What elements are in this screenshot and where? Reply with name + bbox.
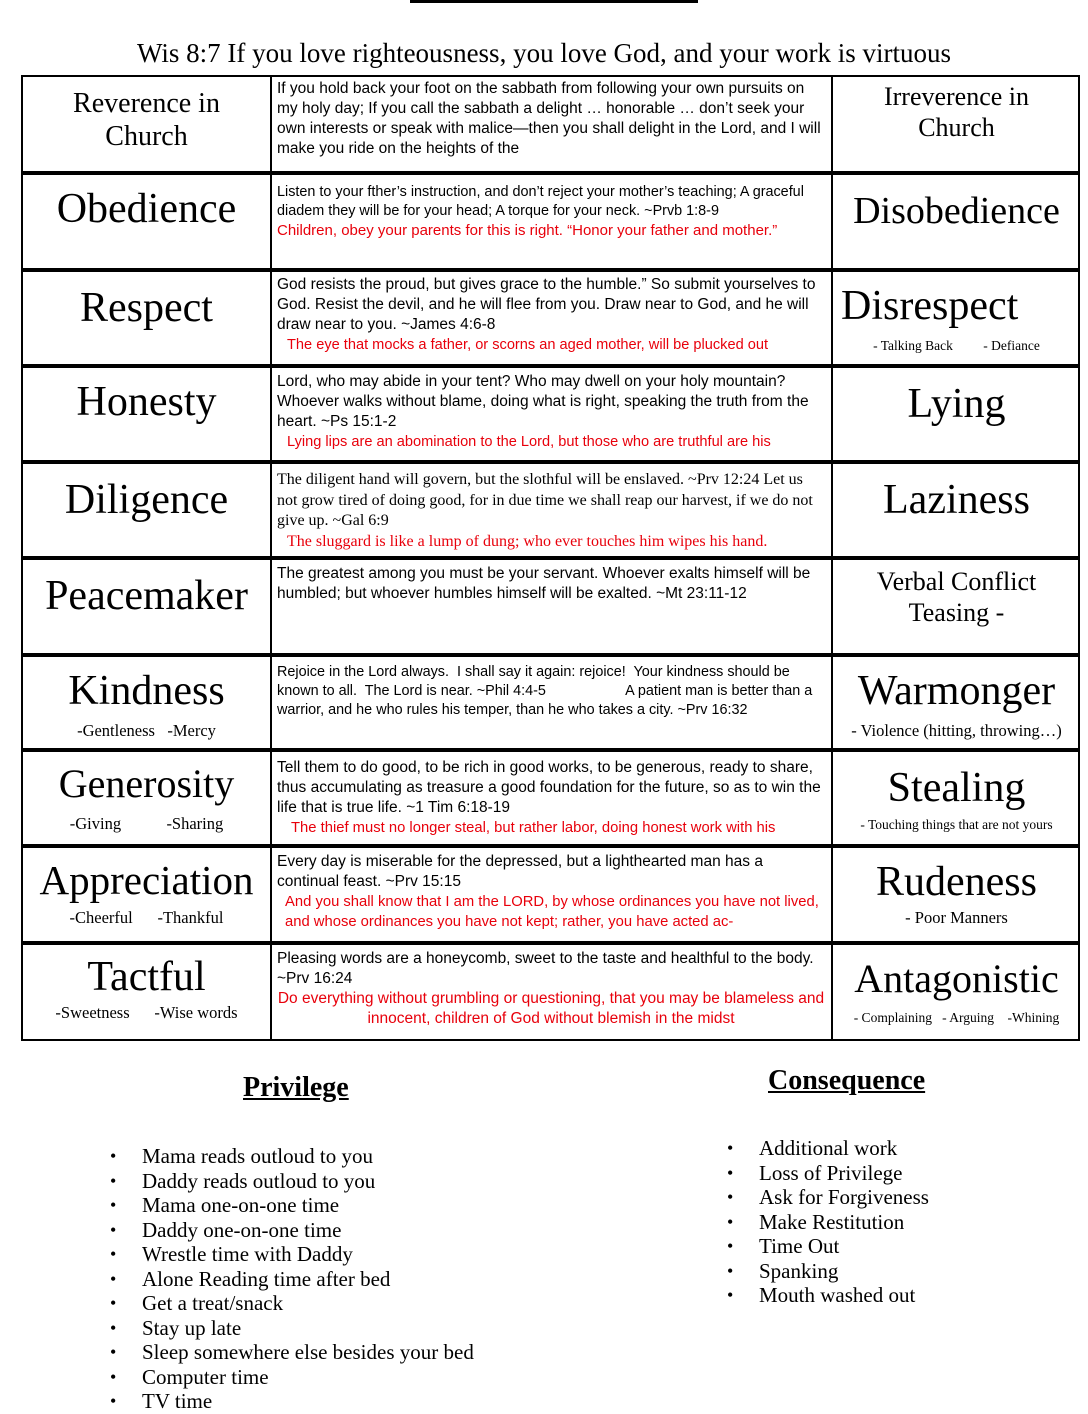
vice-cell (835, 945, 1078, 1039)
scripture-text: Every day is miserable for the depressed, but a lighthearted man has a continual feast. ~Prv 15:15 (277, 853, 763, 890)
scripture-cell (274, 752, 829, 844)
scripture-cell (274, 175, 829, 268)
vice-label: Laziness (883, 477, 1030, 523)
chart-row-diligence (21, 462, 1080, 558)
vice-cell (835, 464, 1078, 556)
verse-header: Wis 8:7 If you love righteousness, you love God, and your work is virtuous (136, 38, 952, 68)
chart-row-reverence (21, 75, 1080, 173)
list-item: • Spanking (727, 1259, 929, 1284)
scripture-warning-text: The sluggard is like a lump of dung; who ever touches him wipes his hand. (287, 532, 768, 550)
chart-row-peacemaker (21, 558, 1080, 655)
scripture-text: Lord, who may abide in your tent? Who may dwell on your holy mountain? Whoever walks without blame, doing what is right, speaking the truth from the heart. ~Ps 15:1-2 (277, 373, 809, 430)
virtue-vice-chart (21, 75, 1080, 1041)
scripture-text: The diligent hand will govern, but the slothful will be enslaved. ~Prv 12:24 Let us not grow tired of doing good, for in due time we shall reap our harvest, if we do not give up. ~Gal 6:9 (277, 471, 813, 529)
virtue-cell (23, 657, 270, 748)
vice-sub-label: - Poor Manners (905, 908, 1008, 927)
virtue-cell (23, 464, 270, 556)
list-item: • Alone Reading time after bed (110, 1267, 474, 1292)
list-item: • Additional work (727, 1136, 929, 1161)
scripture-warning-text: And you shall know that I am the LORD, by whose ordinances you have not lived, and whose ordinances you have not kept; rather, you have acted ac- (285, 894, 819, 930)
scripture-warning-text: The eye that mocks a father, or scorns an aged mother, will be plucked out (287, 337, 769, 353)
list-item: • Ask for Forgiveness (727, 1185, 929, 1210)
virtue-cell (23, 848, 270, 941)
virtue-sub-label: -Giving -Sharing (69, 814, 224, 833)
list-item: • Mama one-on-one time (110, 1193, 474, 1218)
scripture-text: God resists the proud, but gives grace to the humble.” So submit yourselves to God. Resist the devil, and he will flee from you. Draw near to God, and he will draw near to you. ~James 4:6-8 (277, 276, 816, 333)
scripture-cell (274, 945, 829, 1039)
virtue-cell (23, 77, 270, 171)
chart-row-honesty (21, 366, 1080, 462)
list-item: • Stay up late (110, 1316, 474, 1341)
virtue-label: Respect (80, 285, 213, 331)
virtue-label: Generosity (58, 761, 235, 806)
list-item: • Daddy reads outloud to you (110, 1169, 474, 1194)
scripture-warning-text: Do everything without grumbling or questioning, that you may be blameless and innocent, children of God without blemish in the midst (277, 990, 825, 1027)
privilege-heading: Privilege (243, 1072, 349, 1103)
vice-cell (835, 368, 1078, 460)
virtue-label: Obedience (56, 186, 237, 232)
vice-label: Irreverence in Church (883, 82, 1030, 142)
vice-label: Rudeness (876, 859, 1037, 905)
vice-cell (835, 657, 1078, 748)
list-item: • Get a treat/snack (110, 1291, 474, 1316)
scripture-warning-text: Children, obey your parents for this is right. “Honor your father and mother.” (277, 222, 778, 239)
virtue-cell (23, 752, 270, 844)
list-item: • Computer time (110, 1365, 474, 1390)
list-item: • Time Out (727, 1234, 929, 1259)
privilege-list (110, 1144, 474, 1414)
vice-cell (835, 77, 1078, 171)
virtue-label: Reverence in Church (73, 88, 220, 152)
vice-label: Lying (907, 381, 1006, 427)
virtue-label: Honesty (76, 379, 217, 425)
vice-label: Disrespect (841, 283, 1019, 329)
vice-label: Verbal Conflict Teasing - (876, 567, 1037, 627)
virtue-sub-label: -Gentleness -Mercy (77, 721, 216, 740)
scripture-warning-text: The thief must no longer steal, but rather labor, doing honest work with his (291, 820, 776, 836)
list-item: • Daddy one-on-one time (110, 1218, 474, 1243)
vice-sub-label: - Violence (hitting, throwing…) (851, 721, 1062, 740)
vice-cell (835, 175, 1078, 268)
virtue-sub-label: -Cheerful -Thankful (69, 908, 224, 927)
list-item: • Wrestle time with Daddy (110, 1242, 474, 1267)
vice-label: Disobedience (853, 190, 1060, 232)
scripture-cell (274, 657, 829, 748)
scripture-text: Tell them to do good, to be rich in good works, to be generous, ready to share, thus accumulating as treasure a good foundation for the future, so as to win the life that is true life. ~1 Tim 6:18-19 (277, 759, 821, 816)
vice-cell (835, 848, 1078, 941)
vice-label: Warmonger (857, 668, 1056, 714)
consequence-list (727, 1136, 929, 1308)
virtue-label: Diligence (64, 477, 229, 523)
scripture-text: Pleasing words are a honeycomb, sweet to the taste and healthful to the body. ~Prv 16:24 (277, 950, 814, 987)
scripture-text: The greatest among you must be your servant. Whoever exalts himself will be humbled; but whoever humbles himself will be exalted. ~Mt 23:11-12 (277, 565, 811, 602)
scripture-cell (274, 368, 829, 460)
vice-sub-label: - Talking Back - Defiance (873, 338, 1040, 353)
list-item: • TV time (110, 1389, 474, 1414)
chart-row-tactful (21, 943, 1080, 1041)
list-item: • Mouth washed out (727, 1283, 929, 1308)
chart-row-respect (21, 270, 1080, 366)
vice-cell (835, 272, 1078, 364)
list-item: • Sleep somewhere else besides your bed (110, 1340, 474, 1365)
chart-row-kindness (21, 655, 1080, 750)
scripture-cell (274, 272, 829, 364)
virtue-label: Tactful (87, 954, 206, 1000)
virtue-sub-label: -Sweetness -Wise words (55, 1003, 238, 1022)
vice-sub-label: - Touching things that are not yours (860, 817, 1053, 832)
vice-cell (835, 560, 1078, 653)
list-item: • Loss of Privilege (727, 1161, 929, 1186)
virtue-cell (23, 945, 270, 1039)
scripture-text: If you hold back your foot on the sabbath from following your own pursuits on my holy day; If you call the sabbath a delight … honorable … don’t seek your own interests or speak with malice—then you shall delight in the Lord, and I will make you ride on the heights of the (277, 80, 821, 157)
virtue-label: Peacemaker (45, 573, 248, 619)
scripture-text: Rejoice in the Lord always. I shall say it again: rejoice! Your kindness should be known to all. The Lord is near. ~Phil 4:4-5 A patient man is better than a warrior, and he who rules his temper, than he who takes a city. ~Prv 16:32 (277, 664, 817, 718)
virtue-cell (23, 272, 270, 364)
vice-cell (835, 752, 1078, 844)
scripture-cell (274, 848, 829, 941)
vice-sub-label: - Complaining - Arguing -Whining (853, 1010, 1060, 1025)
vice-label: Antagonistic (854, 956, 1059, 1001)
virtue-cell (23, 368, 270, 460)
virtue-cell (23, 560, 270, 653)
chart-row-generosity (21, 750, 1080, 846)
scripture-warning-text: Lying lips are an abomination to the Lord, but those who are truthful are his (287, 434, 771, 450)
virtue-cell (23, 175, 270, 268)
virtue-label: Kindness (68, 668, 225, 714)
scripture-text: Listen to your fther’s instruction, and don’t reject your mother’s teaching; A graceful diadem they will be for your head; A torque for your neck. ~Prvb 1:8-9 (277, 184, 804, 219)
top-rule (410, 0, 698, 3)
list-item: • Mama reads outloud to you (110, 1144, 474, 1169)
list-item: • Make Restitution (727, 1210, 929, 1235)
virtue-label: Appreciation (39, 857, 254, 903)
chart-row-obedience (21, 173, 1080, 270)
vice-label: Stealing (887, 765, 1026, 811)
chart-row-appreciation (21, 846, 1080, 943)
scripture-cell (274, 464, 829, 556)
scripture-cell (274, 560, 829, 653)
consequence-heading: Consequence (768, 1065, 926, 1096)
scripture-cell (274, 77, 829, 171)
